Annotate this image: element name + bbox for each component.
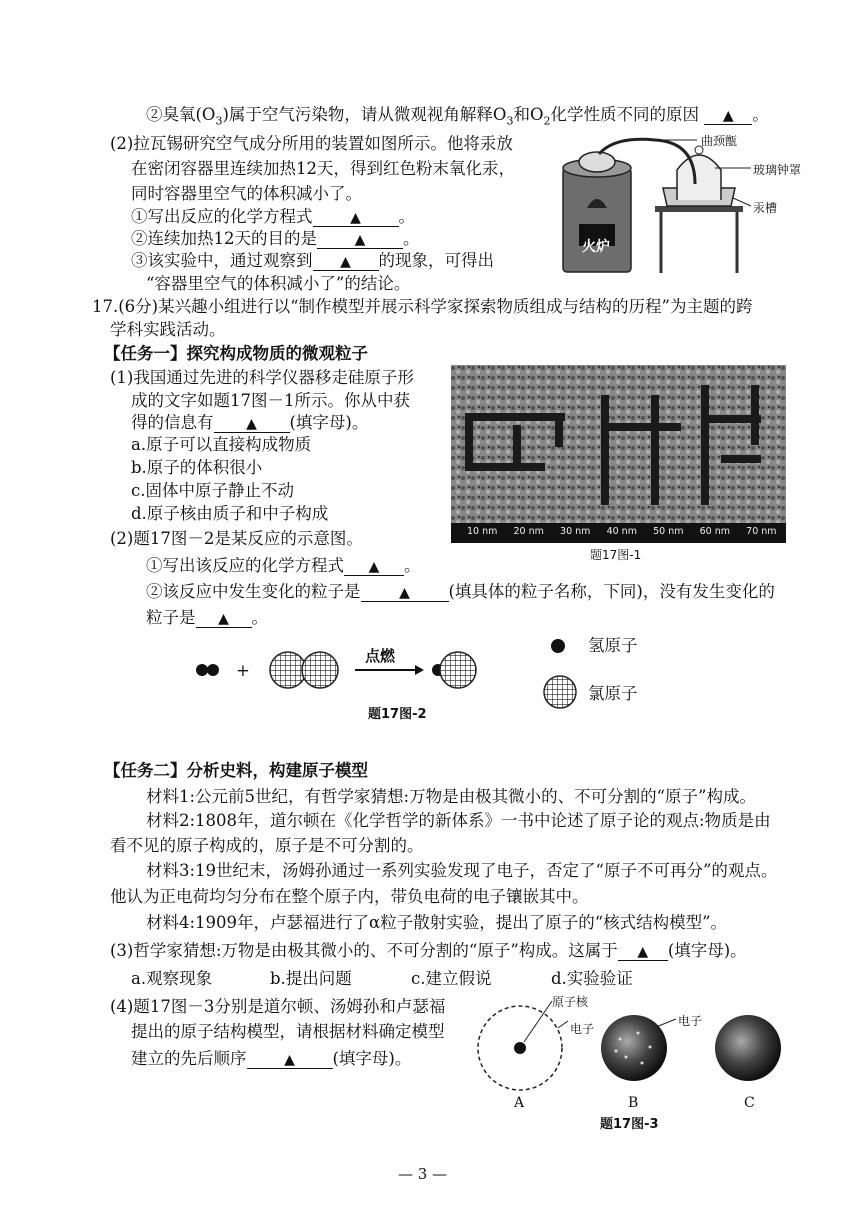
answer-blank[interactable]: ▲ [313,207,399,227]
answer-blank[interactable]: ▲ [344,556,404,576]
q16-part2-line1: (2)拉瓦锡研究空气成分所用的装置如图所示。他将汞放 [110,134,513,153]
answer-blank[interactable]: ▲ [618,941,668,961]
q17-p3-option-d: d.实验验证 [551,969,633,988]
material-4: 材料4:1909年，卢瑟福进行了α粒子散射实验，提出了原子的“核式结构模型”。 [146,913,728,932]
scale-tick-label: 30 nm [560,526,591,537]
atom-models-figure [470,995,800,1105]
scale-tick-label: 40 nm [606,526,637,537]
answer-blank[interactable]: ▲ [214,413,290,433]
q17-p3-option-c: c.建立假说 [411,969,492,988]
answer-blank[interactable]: ▲ [317,229,403,249]
q16-q1: ①写出反应的化学方程式 ▲ 。 [131,207,415,226]
model-c-label: C [744,1095,755,1111]
legend-hydrogen-label: 氢原子 [588,636,638,655]
nucleus-label: 原子核 [552,995,589,1009]
fig17-2-caption: 题17图-2 [368,707,427,722]
q16-part2-line3: 同时容器里空气的体积减小了。 [131,184,362,203]
answer-blank[interactable]: ▲ [361,582,449,602]
electron-label-b: 电子 [678,1014,703,1028]
q17-option-a: a.原子可以直接构成物质 [131,435,312,454]
q17-p2: (2)题17图－2是某反应的示意图。 [110,529,363,548]
furnace-label: 火炉 [582,239,610,255]
mercury-trough-label: 汞槽 [753,201,778,215]
q17-p1-line3: 得的信息有 ▲ (填字母)。 [131,413,369,432]
retort-label: 曲颈甑 [701,134,738,148]
q17-p1-line2: 成的文字如题17图－1所示。你从中获 [131,391,410,410]
material-3-cont: 他认为正电荷均匀分布在整个原子内，带负电荷的电子镶嵌其中。 [110,887,589,906]
q17-p2-q1: ①写出该反应的化学方程式 ▲ 。 [146,556,421,575]
q17-p2-q2: ②该反应中发生变化的粒子是 ▲ (填具体的粒子名称，下同)，没有发生变化的 [146,582,775,601]
stm-scale-bar [451,525,786,541]
plus-sign: + [236,661,250,680]
answer-blank[interactable]: ▲ [704,105,752,125]
q16-q2: ②连续加热12天的目的是 ▲ 。 [131,229,420,248]
scale-tick-label: 10 nm [467,526,498,537]
stm-image-figure [451,365,786,543]
q16-q3: ③该实验中，通过观察到 ▲ 的现象，可得出 [131,251,494,270]
task1-heading: 【任务一】探究构成物质的微观粒子 [104,344,368,363]
task2-heading: 【任务二】分析史料，构建原子模型 [104,761,368,780]
answer-blank[interactable]: ▲ [313,251,379,271]
q17-p2-q2-cont: 粒子是 ▲ 。 [146,608,268,627]
bell-jar-label: 玻璃钟罩 [753,163,802,177]
scale-tick-label: 60 nm [699,526,731,537]
fig17-3-caption: 题17图-3 [600,1117,659,1132]
material-3: 材料3:19世纪末，汤姆孙通过一系列实验发现了电子，否定了“原子不可再分”的观点。 [146,861,778,880]
q17-option-b: b.原子的体积很小 [131,458,263,477]
answer-blank[interactable]: ▲ [247,1049,333,1069]
material-2-cont: 看不见的原子构成的，原子是不可分割的。 [110,836,424,855]
q17-option-d: d.原子核由质子和中子构成 [131,504,329,523]
scale-tick-label: 50 nm [653,526,684,537]
scale-tick-label: 70 nm [746,526,777,537]
material-1: 材料1:公元前5世纪，有哲学家猜想:万物是由极其微小的、不可分割的“原子”构成。 [146,787,756,806]
q17-p3-option-a: a.观察现象 [131,969,213,988]
q17-option-c: c.固体中原子静止不动 [131,481,294,500]
q17-head-cont: 学科实践活动。 [110,320,226,339]
q17-p4-line2: 提出的原子结构模型，请根据材料确定模型 [131,1022,445,1041]
q17-head: 17.(6分)某兴趣小组进行以“制作模型并展示科学家探索物质组成与结构的历程”为主题的跨 [92,297,753,316]
q16-part2-line2: 在密闭容器里连续加热12天，得到红色粉末氧化汞， [131,159,515,178]
electron-label-a: 电子 [570,1022,595,1036]
legend-hydrogen-symbol [548,636,568,656]
q16-item2: ②臭氧$(O_3)$属于空气污染物，请从微观视角解释$O_3$和$O_2$化学性质不同的原因 ▲ 。 [146,105,769,128]
q17-p3: (3)哲学家猜想:万物是由极其微小的、不可分割的“原子”构成。这属于 ▲ (填字母)。 [110,941,747,960]
model-b-label: B [628,1095,639,1111]
page-number: — 3 — [398,1165,448,1183]
legend-chlorine-symbol [542,674,578,710]
q17-p4-line1: (4)题17图－3分别是道尔顿、汤姆孙和卢瑟福 [110,997,446,1016]
answer-blank[interactable]: ▲ [196,608,252,628]
ignite-label: 点燃 [365,647,396,665]
fig17-1-caption: 题17图-1 [590,548,642,562]
q16-q3-cont: “容器里空气的体积减小了”的结论。 [146,274,411,293]
q17-p4-line3: 建立的先后顺序 ▲ (填字母)。 [131,1049,412,1068]
q17-p3-option-b: b.提出问题 [270,969,352,988]
model-a-label: A [514,1095,525,1111]
q17-p1-line1: (1)我国通过先进的科学仪器移走硅原子形 [110,368,414,387]
material-2: 材料2:1808年，道尔顿在《化学哲学的新体系》一书中论述了原子论的观点:物质是由 [146,811,771,830]
legend-chlorine-label: 氯原子 [588,684,638,703]
scale-tick-label: 20 nm [513,526,544,537]
